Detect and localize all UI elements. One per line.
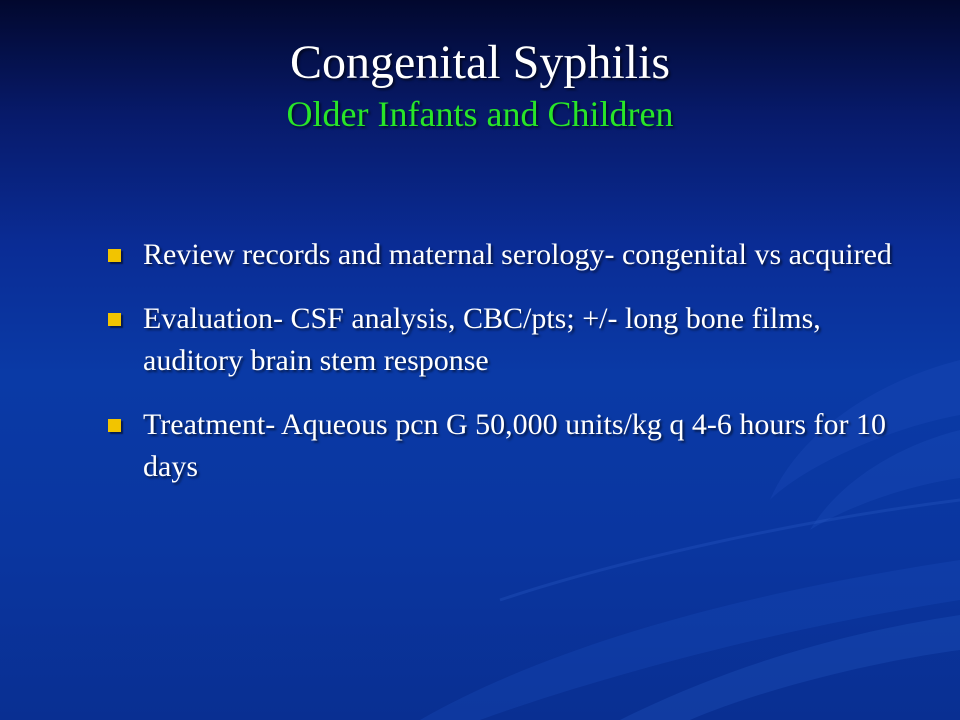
bullet-item-evaluation xyxy=(108,298,908,382)
slide-subtitle: Older Infants and Children xyxy=(286,94,674,134)
bullet-item-review xyxy=(108,234,908,276)
bullet-text-treatment: Treatment- Aqueous pcn G 50,000 units/kg q 4-6 hours for 10 days xyxy=(143,408,886,483)
bullet-text-review: Review records and maternal serology- congenital vs acquired xyxy=(143,238,892,271)
square-bullet-icon xyxy=(108,313,121,326)
bullet-text-evaluation: Evaluation- CSF analysis, CBC/pts; +/- long bone films, auditory brain stem response xyxy=(143,302,821,377)
square-bullet-icon xyxy=(108,419,121,432)
square-bullet-icon xyxy=(108,249,121,262)
slide-title: Congenital Syphilis xyxy=(289,36,670,89)
title-block xyxy=(0,34,960,136)
bullet-list xyxy=(108,234,908,510)
bullet-item-treatment xyxy=(108,404,908,488)
